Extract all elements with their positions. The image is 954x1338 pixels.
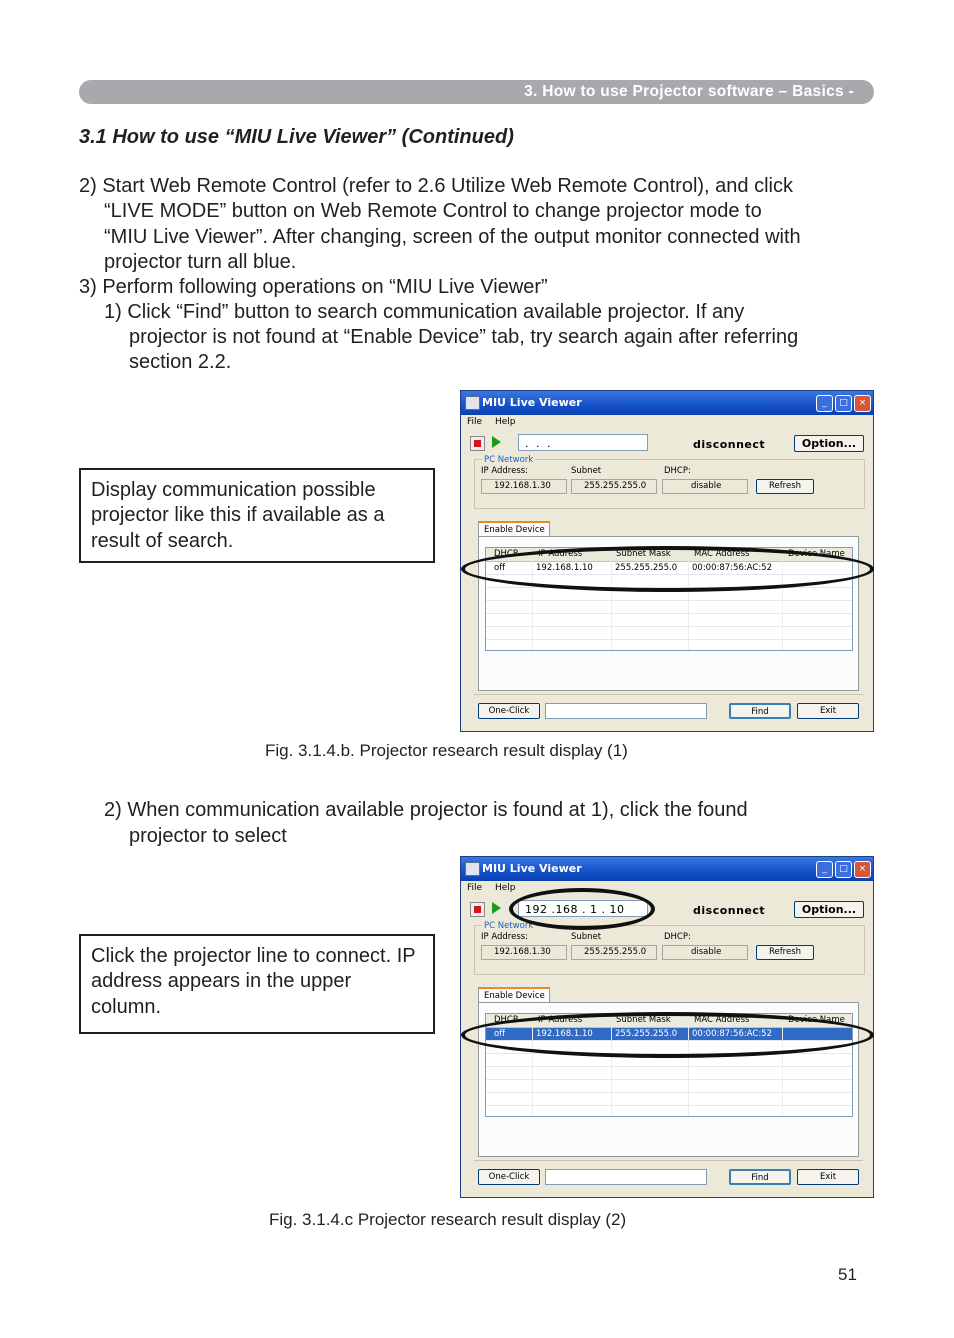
pc-subnet-field: 255.255.255.0 <box>571 479 657 494</box>
body-line-6: 1) Click “Find” button to search communication available projector. If any <box>104 301 745 323</box>
app-icon <box>465 862 480 876</box>
one-click-button[interactable]: One-Click <box>478 1169 540 1185</box>
list-item <box>486 1080 852 1093</box>
divider <box>474 1160 863 1161</box>
option-button[interactable]: Option... <box>794 435 864 452</box>
ip-address-label: IP Address: <box>481 466 529 476</box>
column-device-name[interactable]: Device Name <box>788 549 845 559</box>
window-title: MIU Live Viewer <box>482 862 582 875</box>
dhcp-label: DHCP: <box>664 466 691 476</box>
highlight-ellipse-ip-address <box>509 888 655 930</box>
divider <box>474 694 863 695</box>
minimize-icon[interactable]: _ <box>816 861 833 878</box>
maximize-icon[interactable]: □ <box>835 861 852 878</box>
ip-address-input[interactable]: 192 .168 . 1 . 10 <box>518 900 648 917</box>
column-subnet-mask[interactable]: Subnet Mask <box>616 549 671 559</box>
body-line-4: projector turn all blue. <box>104 251 297 273</box>
highlight-ellipse-result-row <box>461 546 874 592</box>
figure-caption-2: Fig. 3.1.4.c Projector research result display (2) <box>269 1210 627 1229</box>
pc-dhcp-field: disable <box>662 945 748 960</box>
column-dhcp[interactable]: DHCP <box>494 549 518 559</box>
option-button[interactable]: Option... <box>794 901 864 918</box>
connection-status: disconnect <box>693 438 766 451</box>
subnet-label: Subnet <box>571 932 602 942</box>
body-line-2: “LIVE MODE” button on Web Remote Control to change projector mode to <box>104 200 762 222</box>
pc-ip-field: 192.168.1.30 <box>481 479 567 494</box>
step2-line-1: 2) When communication available projector is found at 1), click the found <box>104 799 748 821</box>
list-item <box>486 614 852 627</box>
column-subnet-mask[interactable]: Subnet Mask <box>616 1015 671 1025</box>
pc-subnet-field: 255.255.255.0 <box>571 945 657 960</box>
stop-icon[interactable] <box>470 902 485 917</box>
callout-search-result: Display communication possible projector like this if available as a result of search. <box>79 468 435 563</box>
row-mac: 00:00:87:56:AC:52 <box>692 1029 772 1039</box>
minimize-icon[interactable]: _ <box>816 395 833 412</box>
dhcp-label: DHCP: <box>664 932 691 942</box>
column-mac-address[interactable]: MAC Address <box>694 1015 750 1025</box>
page-number: 51 <box>838 1265 857 1284</box>
close-icon[interactable]: × <box>854 395 871 412</box>
connection-status: disconnect <box>693 904 766 917</box>
row-ip: 192.168.1.10 <box>536 1029 593 1039</box>
column-ip-address[interactable]: IP Address <box>538 549 583 559</box>
play-icon[interactable] <box>492 902 501 914</box>
menu-help[interactable]: Help <box>494 883 516 893</box>
window-title: MIU Live Viewer <box>482 396 582 409</box>
list-item <box>486 1093 852 1106</box>
menu-help[interactable]: Help <box>494 417 516 427</box>
pc-network-group <box>474 921 865 975</box>
exit-button[interactable]: Exit <box>797 703 859 719</box>
callout-click-projector: Click the projector line to connect. IP address appears in the upper column. <box>79 934 435 1034</box>
exit-button[interactable]: Exit <box>797 1169 859 1185</box>
maximize-icon[interactable]: □ <box>835 395 852 412</box>
column-device-name[interactable]: Device Name <box>788 1015 845 1025</box>
body-line-1: 2) Start Web Remote Control (refer to 2.6 Utilize Web Remote Control), and click <box>79 175 793 197</box>
pc-network-group <box>474 455 865 509</box>
title-bar <box>461 391 873 415</box>
step2-line-2: projector to select <box>129 825 287 847</box>
status-field <box>545 1169 707 1185</box>
status-field <box>545 703 707 719</box>
find-button[interactable]: Find <box>729 1169 791 1185</box>
row-ip: 192.168.1.10 <box>536 563 593 573</box>
pc-dhcp-field: disable <box>662 479 748 494</box>
row-subnet: 255.255.255.0 <box>615 1029 678 1039</box>
close-icon[interactable]: × <box>854 861 871 878</box>
app-icon <box>465 396 480 410</box>
column-mac-address[interactable]: MAC Address <box>694 549 750 559</box>
subnet-label: Subnet <box>571 466 602 476</box>
title-bar <box>461 857 873 881</box>
chapter-header-bar <box>79 80 874 104</box>
column-ip-address[interactable]: IP Address <box>538 1015 583 1025</box>
tab-enable-device[interactable]: Enable Device <box>478 987 550 1003</box>
body-line-3: “MIU Live Viewer”. After changing, screen of the output monitor connected with <box>104 226 801 248</box>
refresh-button[interactable]: Refresh <box>756 945 814 960</box>
row-dhcp: off <box>494 563 506 573</box>
play-icon[interactable] <box>492 436 501 448</box>
find-button[interactable]: Find <box>729 703 791 719</box>
ip-address-input[interactable]: . . . <box>518 434 648 451</box>
pc-ip-field: 192.168.1.30 <box>481 945 567 960</box>
row-dhcp: off <box>494 1029 506 1039</box>
list-item <box>486 601 852 614</box>
body-line-5: 3) Perform following operations on “MIU Live Viewer” <box>79 276 548 298</box>
menu-bar <box>467 417 525 427</box>
body-line-7: projector is not found at “Enable Device” tab, try search again after referring <box>129 326 799 348</box>
tab-enable-device[interactable]: Enable Device <box>478 521 550 537</box>
refresh-button[interactable]: Refresh <box>756 479 814 494</box>
chapter-header-text: 3. How to use Projector software – Basics - <box>524 83 854 100</box>
menu-file[interactable]: File <box>467 417 483 427</box>
ip-address-label: IP Address: <box>481 932 529 942</box>
highlight-ellipse-selected-row <box>461 1012 874 1058</box>
figure-caption-1: Fig. 3.1.4.b. Projector research result display (1) <box>265 741 628 760</box>
row-subnet: 255.255.255.0 <box>615 563 678 573</box>
menu-bar <box>467 883 525 893</box>
row-mac: 00:00:87:56:AC:52 <box>692 563 772 573</box>
one-click-button[interactable]: One-Click <box>478 703 540 719</box>
section-title: 3.1 How to use “MIU Live Viewer” (Continued) <box>79 126 514 148</box>
pc-network-legend: PC Network <box>484 921 534 931</box>
list-item <box>486 1067 852 1080</box>
pc-network-legend: PC Network <box>484 455 534 465</box>
column-dhcp[interactable]: DHCP <box>494 1015 518 1025</box>
stop-icon[interactable] <box>470 436 485 451</box>
list-item <box>486 627 852 640</box>
menu-file[interactable]: File <box>467 883 483 893</box>
body-line-8: section 2.2. <box>129 351 232 373</box>
